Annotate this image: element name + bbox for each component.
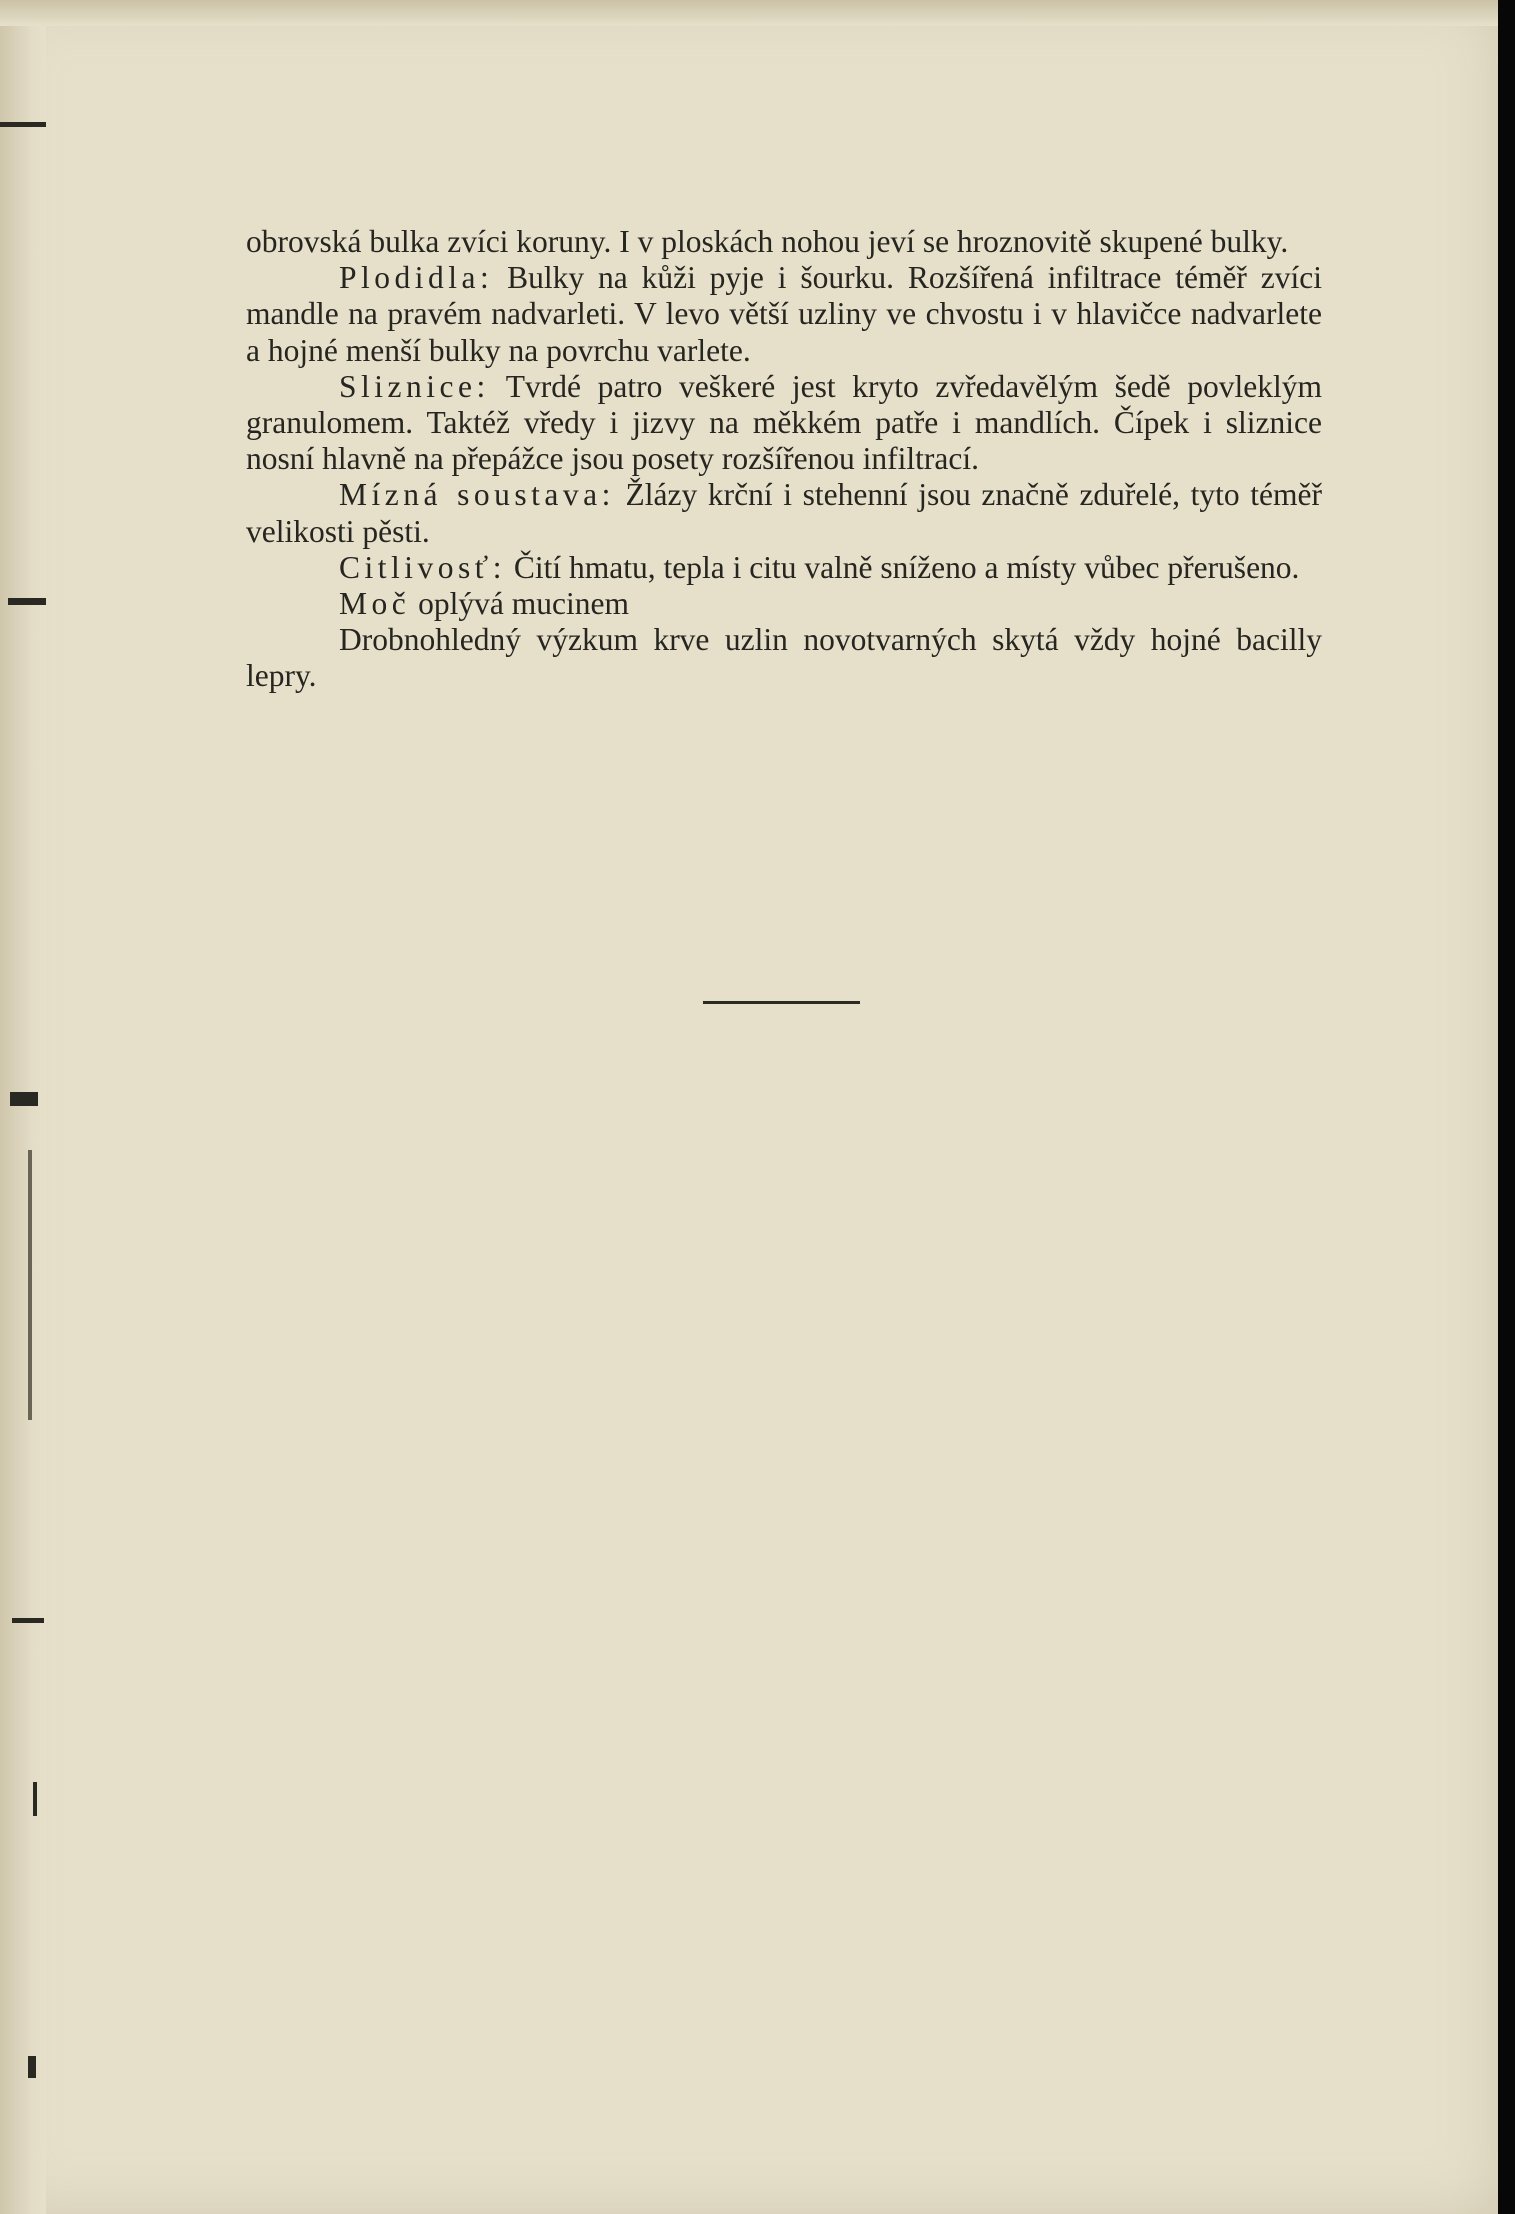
binding-mark [10, 1092, 38, 1106]
paragraph-lead: Mízná soustava: [339, 477, 615, 513]
scan-background-edge [1498, 0, 1515, 2214]
paragraph-text: oplývá mucinem [410, 586, 629, 622]
paragraph [246, 586, 1322, 622]
paragraph-lead: Sliznice: [339, 368, 490, 404]
binding-line [28, 1150, 32, 1420]
paragraph-lead: Citlivosť: [339, 549, 506, 585]
paragraph-lead: Plodidla: [339, 260, 494, 296]
page-top-edge [0, 0, 1498, 26]
paragraph [246, 550, 1322, 586]
binding-mark [33, 1782, 37, 1816]
page-binding-edge [0, 0, 46, 2214]
paragraph-text: Čití hmatu, tepla i citu valně sníženo a místy vůbec přerušeno. [506, 549, 1300, 585]
paragraph [246, 224, 1322, 260]
paragraph-text: Tvrdé patro veškeré jest kryto zvředavělým šedě povleklým granulomem. Taktéž vředy i jizvy na měkkém patře i mandlích. Čípek i sliznice nosní hlavně na přepážce jsou posety rozšířenou infiltrací. [246, 368, 1322, 477]
paragraph [246, 260, 1322, 369]
section-divider [703, 1001, 860, 1004]
paragraph-text: Drobnohledný výzkum krve uzlin novotvarných skytá vždy hojné bacilly lepry. [246, 622, 1322, 694]
binding-mark [28, 2056, 36, 2078]
binding-mark [0, 122, 46, 127]
paragraph [246, 369, 1322, 478]
paragraph-text: obrovská bulka zvíci koruny. I v ploskách nohou jeví se hroznovitě skupené bulky. [246, 224, 1289, 259]
paragraph [246, 622, 1322, 694]
binding-mark [12, 1618, 44, 1623]
paragraph [246, 477, 1322, 549]
paragraph-lead: Moč [339, 586, 411, 622]
body-text [246, 224, 1322, 695]
paragraph-text: Bulky na kůži pyje i šourku. Rozšířená infiltrace téměř zvíci mandle na pravém nadvarleti. V levo větší uzliny ve chvostu i v hlavičce nadvarlete a hojné menší bulky na povrchu varlete. [246, 260, 1322, 368]
binding-mark [8, 598, 46, 605]
paragraph-text: Žlázy krční i stehenní jsou značně zduřelé, tyto téměř velikosti pěsti. [246, 477, 1322, 549]
